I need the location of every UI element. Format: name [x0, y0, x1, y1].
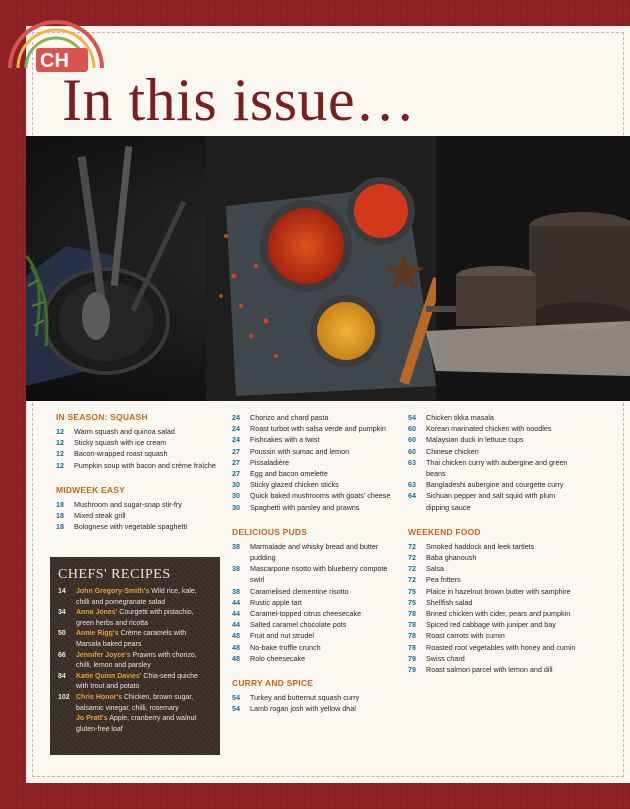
recipe-title: Warm squash and quinoa salad: [74, 427, 175, 436]
section-heading: MIDWEEK EASY: [56, 484, 125, 495]
recipe-title: Baba ghanoush: [426, 553, 477, 563]
list-item[interactable]: [232, 597, 402, 608]
page-number: 48: [232, 653, 240, 663]
list-item[interactable]: [408, 446, 578, 457]
chef-item[interactable]: [58, 608, 212, 629]
recipe-title: Roast turbot with salsa verde and pumpkin: [250, 424, 386, 434]
recipe-title: Swiss chard: [426, 653, 465, 663]
recipe-title: Chicken, brown sugar, balsamic vinegar, chilli, rosemary: [76, 693, 194, 712]
chefs-recipes-box: [50, 557, 220, 755]
page-number: 44: [232, 620, 240, 630]
recipe-title: Chicken tikka masala: [426, 413, 494, 422]
pots-illustration: [426, 136, 630, 401]
list-item[interactable]: [408, 552, 578, 563]
recipe-title: Roast salmon parcel with lemon and dill: [426, 665, 553, 675]
chef-name: Annie Rigg's: [76, 630, 119, 638]
list-item[interactable]: [408, 412, 578, 423]
list-item[interactable]: [56, 437, 228, 448]
recipe-title: Rustic apple tart: [250, 597, 302, 607]
page-number: 79: [408, 653, 416, 663]
list-item[interactable]: [232, 619, 402, 630]
chef-item[interactable]: [58, 714, 212, 735]
chef-item[interactable]: [58, 629, 212, 650]
recipe-title: No-bake truffle crunch: [250, 642, 321, 652]
recipe-title: Caramel-topped citrus cheesecake: [250, 609, 362, 619]
recipe-title: Mixed steak grill: [74, 511, 126, 521]
page-number: 18: [56, 522, 64, 532]
list-item[interactable]: [408, 563, 578, 574]
section-heading: CURRY AND SPICE: [232, 678, 314, 689]
section-heading: DELICIOUS PUDS: [232, 526, 308, 537]
list-item[interactable]: [56, 499, 228, 510]
recipe-title: Poussin with sumac and lemon: [250, 446, 350, 456]
contents-column-3: [408, 412, 578, 675]
section-weekend-food: [408, 527, 578, 675]
list-item[interactable]: [408, 586, 578, 597]
section-heading: IN SEASON: SQUASH: [56, 412, 148, 422]
list-item[interactable]: [408, 490, 578, 512]
page-number: 63: [408, 457, 416, 467]
section-midweek-easy: [56, 485, 228, 533]
page-number: 64: [408, 491, 416, 501]
recipe-title: Fishcakes with a twist: [250, 435, 320, 445]
page-number: 18: [56, 499, 64, 509]
chef-item[interactable]: [58, 672, 212, 693]
page-number: 48: [232, 642, 240, 652]
page-number: 78: [408, 631, 416, 641]
page-number: 12: [56, 427, 64, 436]
list-item[interactable]: [232, 502, 402, 513]
page-number: 72: [408, 564, 416, 574]
page-number: 60: [408, 435, 416, 445]
page-number: 38: [232, 586, 240, 596]
recipe-title: Pissaladière: [250, 457, 290, 467]
list-item[interactable]: [408, 479, 578, 490]
page-number: 48: [232, 631, 240, 641]
recipe-title: Pumpkin soup with bacon and crème fraîche: [74, 460, 216, 470]
recipe-title: Chinese chicken: [426, 446, 479, 456]
list-item[interactable]: [56, 521, 228, 532]
recipe-title: Shellfish salad: [426, 597, 473, 607]
section-curry-and-spice: [232, 678, 402, 714]
list-item[interactable]: [408, 608, 578, 619]
list-item[interactable]: [232, 468, 402, 479]
list-item[interactable]: [56, 460, 228, 471]
list-item[interactable]: [408, 642, 578, 653]
list-item[interactable]: [232, 563, 402, 585]
page-number: 27: [232, 469, 240, 479]
recipe-title: Pea fritters: [426, 575, 461, 585]
contents-column-1: [56, 412, 228, 532]
page-number: 60: [408, 424, 416, 434]
page-number: 75: [408, 597, 416, 607]
recipe-title: Marmalade and whisky bread and butter pudding: [250, 541, 379, 563]
list-item[interactable]: [232, 423, 402, 434]
list-item[interactable]: [232, 608, 402, 619]
recipe-title: Fruit and nut strudel: [250, 631, 314, 641]
contents-column-2: [232, 412, 402, 714]
list-item[interactable]: [408, 574, 578, 585]
page-number: 102: [58, 693, 70, 701]
list-item[interactable]: [232, 446, 402, 457]
section-delicious-puds: [232, 527, 402, 664]
list-item[interactable]: [232, 692, 402, 703]
section-continued: [408, 412, 578, 513]
page-number: 78: [408, 642, 416, 652]
page-number: 54: [232, 704, 240, 714]
recipe-title: Salsa: [426, 564, 444, 574]
page-number: 60: [408, 446, 416, 456]
recipe-title: Sichuan pepper and salt squid with plum dipping sauce: [426, 491, 556, 512]
page-number: 63: [408, 480, 416, 490]
list-item[interactable]: [408, 434, 578, 445]
recipe-title: Korean marinated chicken with noodles: [426, 424, 552, 434]
list-item[interactable]: [408, 630, 578, 641]
list-item[interactable]: [56, 448, 228, 459]
list-item[interactable]: [232, 630, 402, 641]
page-number: 72: [408, 553, 416, 563]
page-number: 12: [56, 460, 64, 470]
recipe-title: Sticky glazed chicken sticks: [250, 480, 339, 490]
list-item[interactable]: [232, 412, 402, 423]
recipe-title: Mascarpone risotto with blueberry compote swirl: [250, 564, 388, 585]
page-number: 66: [58, 651, 66, 659]
list-item[interactable]: [232, 586, 402, 597]
recipe-title: Chia-seed quiche with trout and potato: [76, 672, 198, 691]
chef-name: John Gregory-Smith's: [76, 588, 150, 595]
list-item[interactable]: [232, 653, 402, 664]
page-number: 18: [56, 511, 64, 521]
recipe-title: Sticky squash with ice cream: [74, 438, 167, 448]
recipe-title: Brined chicken with cider, pears and pumpkin: [426, 609, 571, 619]
page-number: 30: [232, 491, 240, 501]
page-number: 79: [408, 665, 416, 675]
chef-item[interactable]: [58, 651, 212, 672]
recipe-title: Plaice in hazelnut brown butter with samphire: [426, 586, 571, 596]
page-number: 27: [232, 446, 240, 456]
list-item[interactable]: [408, 457, 578, 479]
recipe-title: Wild rice, kale, chilli and pomegranate salad: [76, 588, 197, 606]
section-continued: [232, 412, 402, 513]
section-in-season: [56, 412, 228, 471]
page-number: 30: [232, 502, 240, 512]
page-number: 54: [408, 413, 416, 422]
page-number: 50: [58, 630, 66, 638]
recipe-title: Bacon-wrapped roast squash: [74, 449, 168, 459]
recipe-title: Malaysian duck in lettuce cups: [426, 435, 524, 445]
recipe-title: Courgetti with pistachio, green herbs and ricotta: [76, 609, 194, 627]
recipe-title: Bolognese with vegetable spaghetti: [74, 522, 188, 532]
page-number: 75: [408, 586, 416, 596]
chef-name: Anna Jones': [76, 609, 118, 617]
list-item[interactable]: [408, 541, 578, 552]
recipe-title: Roast carrots with cumin: [426, 631, 505, 641]
section-heading: WEEKEND FOOD: [408, 526, 481, 537]
page-number: 14: [58, 588, 66, 595]
recipe-title: Spiced red cabbage with juniper and bay: [426, 620, 556, 630]
logo-text: CH: [40, 50, 69, 72]
page-number: 12: [56, 438, 64, 448]
list-item[interactable]: [232, 479, 402, 490]
spice-bowls-illustration: [206, 136, 443, 401]
recipe-title: Turkey and butternut squash curry: [250, 693, 360, 703]
recipe-title: Smoked haddock and leek tartlets: [426, 541, 535, 551]
recipe-title: Crème caramels with Marsala baked pears: [76, 630, 187, 648]
recipe-title: Mushroom and sugar-snap stir-fry: [74, 499, 182, 509]
list-item[interactable]: [232, 703, 402, 714]
list-item[interactable]: [56, 426, 228, 437]
recipe-title: Spaghetti with parsley and prawns: [250, 502, 360, 512]
recipe-title: Roasted root vegetables with honey and cumin: [426, 642, 576, 652]
chef-item[interactable]: [58, 693, 212, 714]
page-number: 38: [232, 541, 240, 551]
chef-name: Jo Pratt's: [76, 715, 108, 723]
list-item[interactable]: [408, 597, 578, 608]
page-number: 38: [232, 564, 240, 574]
page-number: 84: [58, 672, 66, 680]
recipe-title: Salted caramel chocolate pots: [250, 620, 347, 630]
list-item[interactable]: [232, 434, 402, 445]
page-number: 24: [232, 413, 240, 422]
recipe-title: Egg and bacon omelette: [250, 469, 328, 479]
page-number: 34: [58, 609, 66, 617]
recipe-title: Thai chicken curry with aubergine and green beans: [426, 457, 568, 479]
chef-name: Chris Honor's: [76, 693, 123, 701]
page-number: 30: [232, 480, 240, 490]
page-title: In this issue…: [62, 67, 416, 133]
chef-item[interactable]: [58, 587, 212, 608]
list-item[interactable]: [56, 510, 228, 521]
page-number: 78: [408, 620, 416, 630]
page-number: 78: [408, 609, 416, 619]
page-number: 72: [408, 541, 416, 551]
list-item[interactable]: [408, 423, 578, 434]
list-item[interactable]: [232, 642, 402, 653]
hero-photo: [26, 136, 630, 401]
list-item[interactable]: [232, 541, 402, 563]
chef-name: Katie Quinn Davies': [76, 672, 142, 680]
page-number: 27: [232, 457, 240, 467]
chefs-recipes-title: CHEFS' RECIPES: [58, 567, 171, 582]
recipe-title: Prawns with chorizo, chilli, lemon and parsley: [76, 651, 197, 670]
recipe-title: Chorizo and chard pasta: [250, 413, 329, 422]
page-number: 72: [408, 575, 416, 585]
list-item[interactable]: [232, 490, 402, 501]
list-item[interactable]: [408, 619, 578, 630]
page-number: 24: [232, 435, 240, 445]
page-number: [58, 714, 76, 735]
list-item[interactable]: [408, 664, 578, 675]
list-item[interactable]: [232, 457, 402, 468]
recipe-title: Rolo cheesecake: [250, 653, 306, 663]
recipe-title: Bangladeshi aubergine and courgette curry: [426, 480, 564, 490]
recipe-title: Apple, cranberry and walnut gluten-free loaf: [76, 715, 197, 733]
page-number: 24: [232, 424, 240, 434]
page-number: 12: [56, 449, 64, 459]
list-item[interactable]: [408, 653, 578, 664]
recipe-title: Caramelised clementine risotto: [250, 586, 349, 596]
chef-name: Jennifer Joyce's: [76, 651, 131, 659]
page-number: 54: [232, 693, 240, 703]
recipe-title: Quick baked mushrooms with goats' cheese: [250, 491, 391, 501]
page-number: 44: [232, 609, 240, 619]
recipe-title: Lamb rogan josh with yellow dhal: [250, 704, 356, 714]
page-number: 44: [232, 597, 240, 607]
